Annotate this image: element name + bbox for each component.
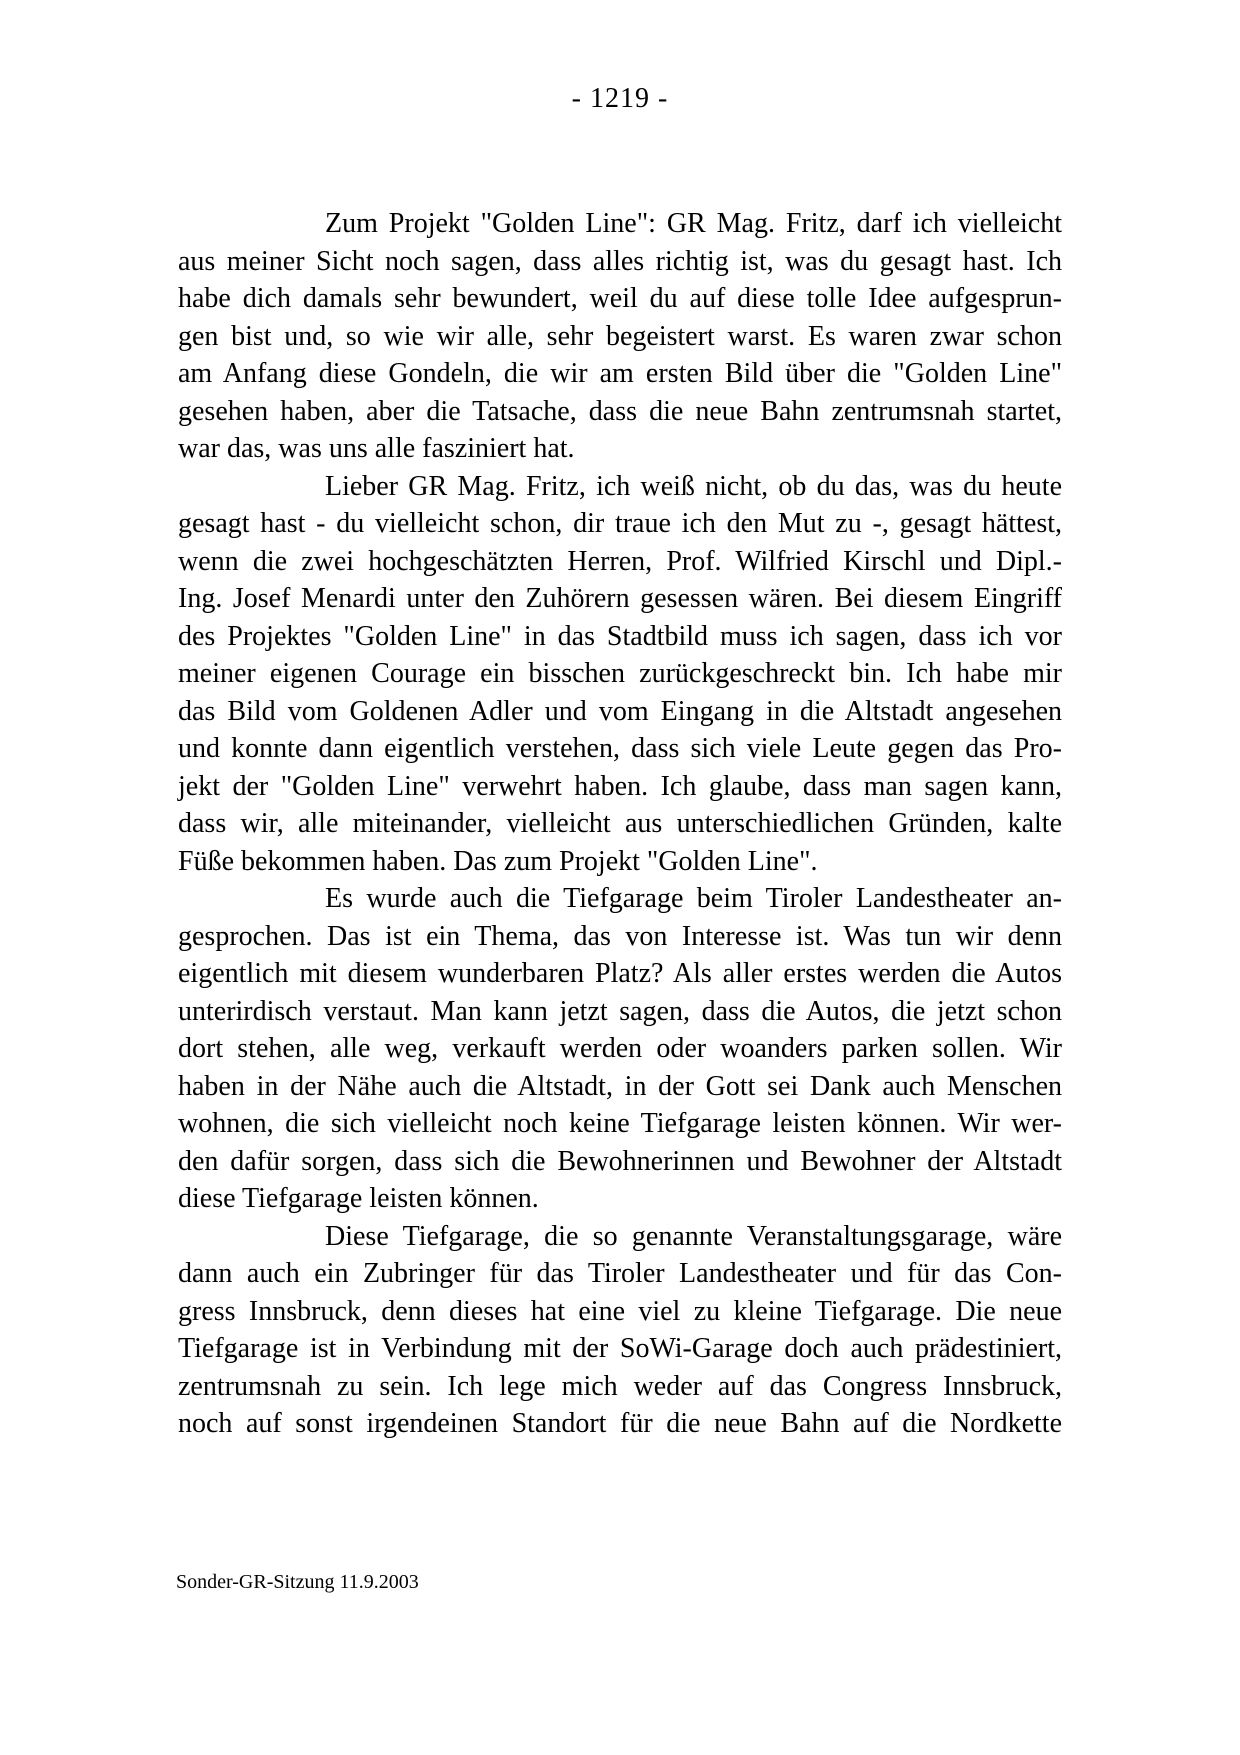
text-line: habe dich damals sehr bewundert, weil du auf diese tolle Idee aufgesprun- [178, 283, 1062, 314]
text-line: am Anfang diese Gondeln, die wir am ersten Bild über die "Golden Line" [178, 358, 1062, 389]
text-line: gesprochen. Das ist ein Thema, das von Interesse ist. Was tun wir denn [178, 920, 1062, 952]
text-line: zentrumsnah zu sein. Ich lege mich weder auf das Congress Innsbruck, [178, 1370, 1062, 1402]
text-line: diese Tiefgarage leisten können. [178, 1183, 539, 1214]
paragraph [178, 205, 1062, 468]
text-line: dass wir, alle miteinander, vielleicht aus unterschiedlichen Gründen, kalte [178, 808, 1062, 839]
footer-note: Sonder-GR-Sitzung 11.9.2003 [176, 1571, 419, 1593]
text-line: und konnte dann eigentlich verstehen, dass sich viele Leute gegen das Pro- [178, 733, 1062, 764]
text-line: Diese Tiefgarage, die so genannte Veranstaltungsgarage, wäre [325, 1220, 1062, 1252]
text-line: dann auch ein Zubringer für das Tiroler Landestheater und für das Con- [178, 1258, 1062, 1289]
text-line: haben in der Nähe auch die Altstadt, in der Gott sei Dank auch Menschen [178, 1070, 1062, 1102]
text-line: dort stehen, alle weg, verkauft werden oder woanders parken sollen. Wir [178, 1033, 1062, 1064]
text-line: meiner eigenen Courage ein bisschen zurückgeschreckt bin. Ich habe mir [178, 658, 1062, 689]
text-line: Lieber GR Mag. Fritz, ich weiß nicht, ob du das, was du heute [325, 470, 1062, 502]
page-number: - 1219 - [571, 83, 669, 114]
text-line: aus meiner Sicht noch sagen, dass alles richtig ist, was du gesagt hast. Ich [178, 245, 1062, 277]
text-line: Es wurde auch die Tiefgarage beim Tiroler Landestheater an- [325, 883, 1062, 914]
text-line: jekt der "Golden Line" verwehrt haben. Ich glaube, dass man sagen kann, [178, 770, 1062, 802]
text-line: Zum Projekt "Golden Line": GR Mag. Fritz, darf ich vielleicht [325, 208, 1062, 239]
text-line: gesehen haben, aber die Tatsache, dass die neue Bahn zentrumsnah startet, [178, 395, 1062, 427]
text-line: unterirdisch verstaut. Man kann jetzt sagen, dass die Autos, die jetzt schon [178, 995, 1062, 1027]
text-line: Ing. Josef Menardi unter den Zuhörern gesessen wären. Bei diesem Eingriff [178, 583, 1062, 614]
text-line: war das, was uns alle fasziniert hat. [178, 433, 575, 464]
text-line: eigentlich mit diesem wunderbaren Platz? Als aller erstes werden die Autos [178, 958, 1062, 989]
text-line: noch auf sonst irgendeinen Standort für die neue Bahn auf die Nordkette [178, 1408, 1062, 1439]
paragraph [178, 1218, 1062, 1443]
text-line: wohnen, die sich vielleicht noch keine Tiefgarage leisten können. Wir wer- [178, 1108, 1062, 1139]
text-line: Tiefgarage ist in Verbindung mit der SoWi-Garage doch auch prädestiniert, [178, 1333, 1062, 1364]
text-line: Füße bekommen haben. Das zum Projekt "Golden Line". [178, 845, 818, 877]
text-line: gen bist und, so wie wir alle, sehr begeistert warst. Es waren zwar schon [178, 320, 1062, 352]
paragraph [178, 468, 1062, 881]
text-line: gesagt hast - du vielleicht schon, dir traue ich den Mut zu -, gesagt hättest, [178, 508, 1062, 539]
text-line: des Projektes "Golden Line" in das Stadtbild muss ich sagen, dass ich vor [178, 620, 1062, 652]
text-line: das Bild vom Goldenen Adler und vom Eingang in die Altstadt angesehen [178, 695, 1062, 727]
document-body [178, 205, 1062, 1443]
text-line: wenn die zwei hochgeschätzten Herren, Prof. Wilfried Kirschl und Dipl.- [178, 545, 1062, 577]
paragraph [178, 880, 1062, 1218]
text-line: gress Innsbruck, denn dieses hat eine viel zu kleine Tiefgarage. Die neue [178, 1295, 1062, 1327]
text-line: den dafür sorgen, dass sich die Bewohnerinnen und Bewohner der Altstadt [178, 1145, 1062, 1177]
